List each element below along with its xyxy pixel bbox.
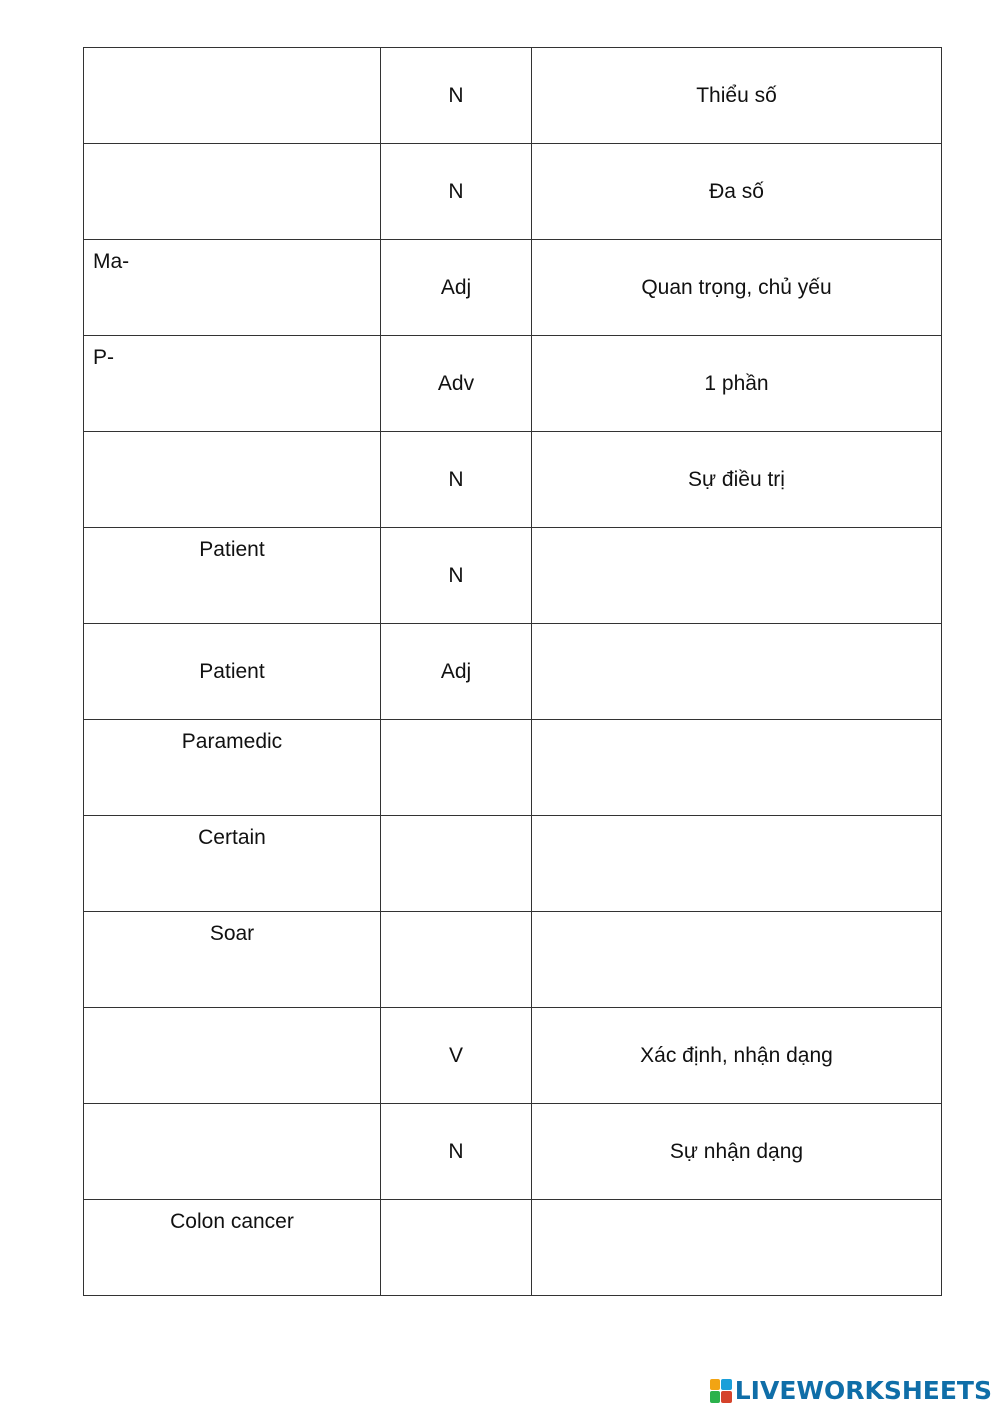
part-of-speech-cell[interactable] (381, 1200, 532, 1296)
meaning-cell[interactable] (532, 528, 942, 624)
word-cell: Patient (84, 624, 381, 720)
word-cell: Soar (84, 912, 381, 1008)
table-row (84, 624, 942, 720)
table-row (84, 144, 942, 240)
meaning-cell[interactable] (532, 720, 942, 816)
brand-logo-text: LIVEWORKSHEETS (734, 1376, 992, 1405)
part-of-speech-cell: Adj (381, 624, 532, 720)
meaning-cell: Quan trọng, chủ yếu (532, 240, 942, 336)
part-of-speech-cell[interactable] (381, 816, 532, 912)
liveworksheets-brand (710, 1378, 992, 1403)
meaning-cell[interactable] (532, 624, 942, 720)
table-row (84, 240, 942, 336)
part-of-speech-cell: Adv (381, 336, 532, 432)
meaning-cell: 1 phần (532, 336, 942, 432)
word-cell: Patient (84, 528, 381, 624)
part-of-speech-cell: V (381, 1008, 532, 1104)
word-cell[interactable] (84, 432, 381, 528)
word-cell[interactable]: P- (84, 336, 381, 432)
word-cell[interactable] (84, 144, 381, 240)
vocabulary-table (83, 47, 942, 1296)
table-row (84, 816, 942, 912)
table-row (84, 1008, 942, 1104)
liveworksheets-logo-icon (710, 1379, 732, 1403)
meaning-cell[interactable] (532, 816, 942, 912)
part-of-speech-cell: N (381, 48, 532, 144)
meaning-cell: Sự nhận dạng (532, 1104, 942, 1200)
word-cell: Colon cancer (84, 1200, 381, 1296)
table-row (84, 720, 942, 816)
table-row (84, 336, 942, 432)
word-cell[interactable] (84, 48, 381, 144)
word-cell[interactable] (84, 1104, 381, 1200)
meaning-cell[interactable] (532, 912, 942, 1008)
part-of-speech-cell[interactable] (381, 720, 532, 816)
table-row (84, 1200, 942, 1296)
table-row (84, 48, 942, 144)
meaning-cell[interactable] (532, 1200, 942, 1296)
meaning-cell: Sự điều trị (532, 432, 942, 528)
table-row (84, 912, 942, 1008)
meaning-cell: Thiểu số (532, 48, 942, 144)
part-of-speech-cell: N (381, 1104, 532, 1200)
word-cell[interactable] (84, 1008, 381, 1104)
table-row (84, 1104, 942, 1200)
word-cell: Certain (84, 816, 381, 912)
part-of-speech-cell[interactable] (381, 912, 532, 1008)
table-row (84, 528, 942, 624)
part-of-speech-cell: Adj (381, 240, 532, 336)
table-row (84, 432, 942, 528)
part-of-speech-cell: N (381, 144, 532, 240)
part-of-speech-cell: N (381, 432, 532, 528)
meaning-cell: Xác định, nhận dạng (532, 1008, 942, 1104)
part-of-speech-cell: N (381, 528, 532, 624)
word-cell: Paramedic (84, 720, 381, 816)
word-cell[interactable]: Ma- (84, 240, 381, 336)
meaning-cell: Đa số (532, 144, 942, 240)
